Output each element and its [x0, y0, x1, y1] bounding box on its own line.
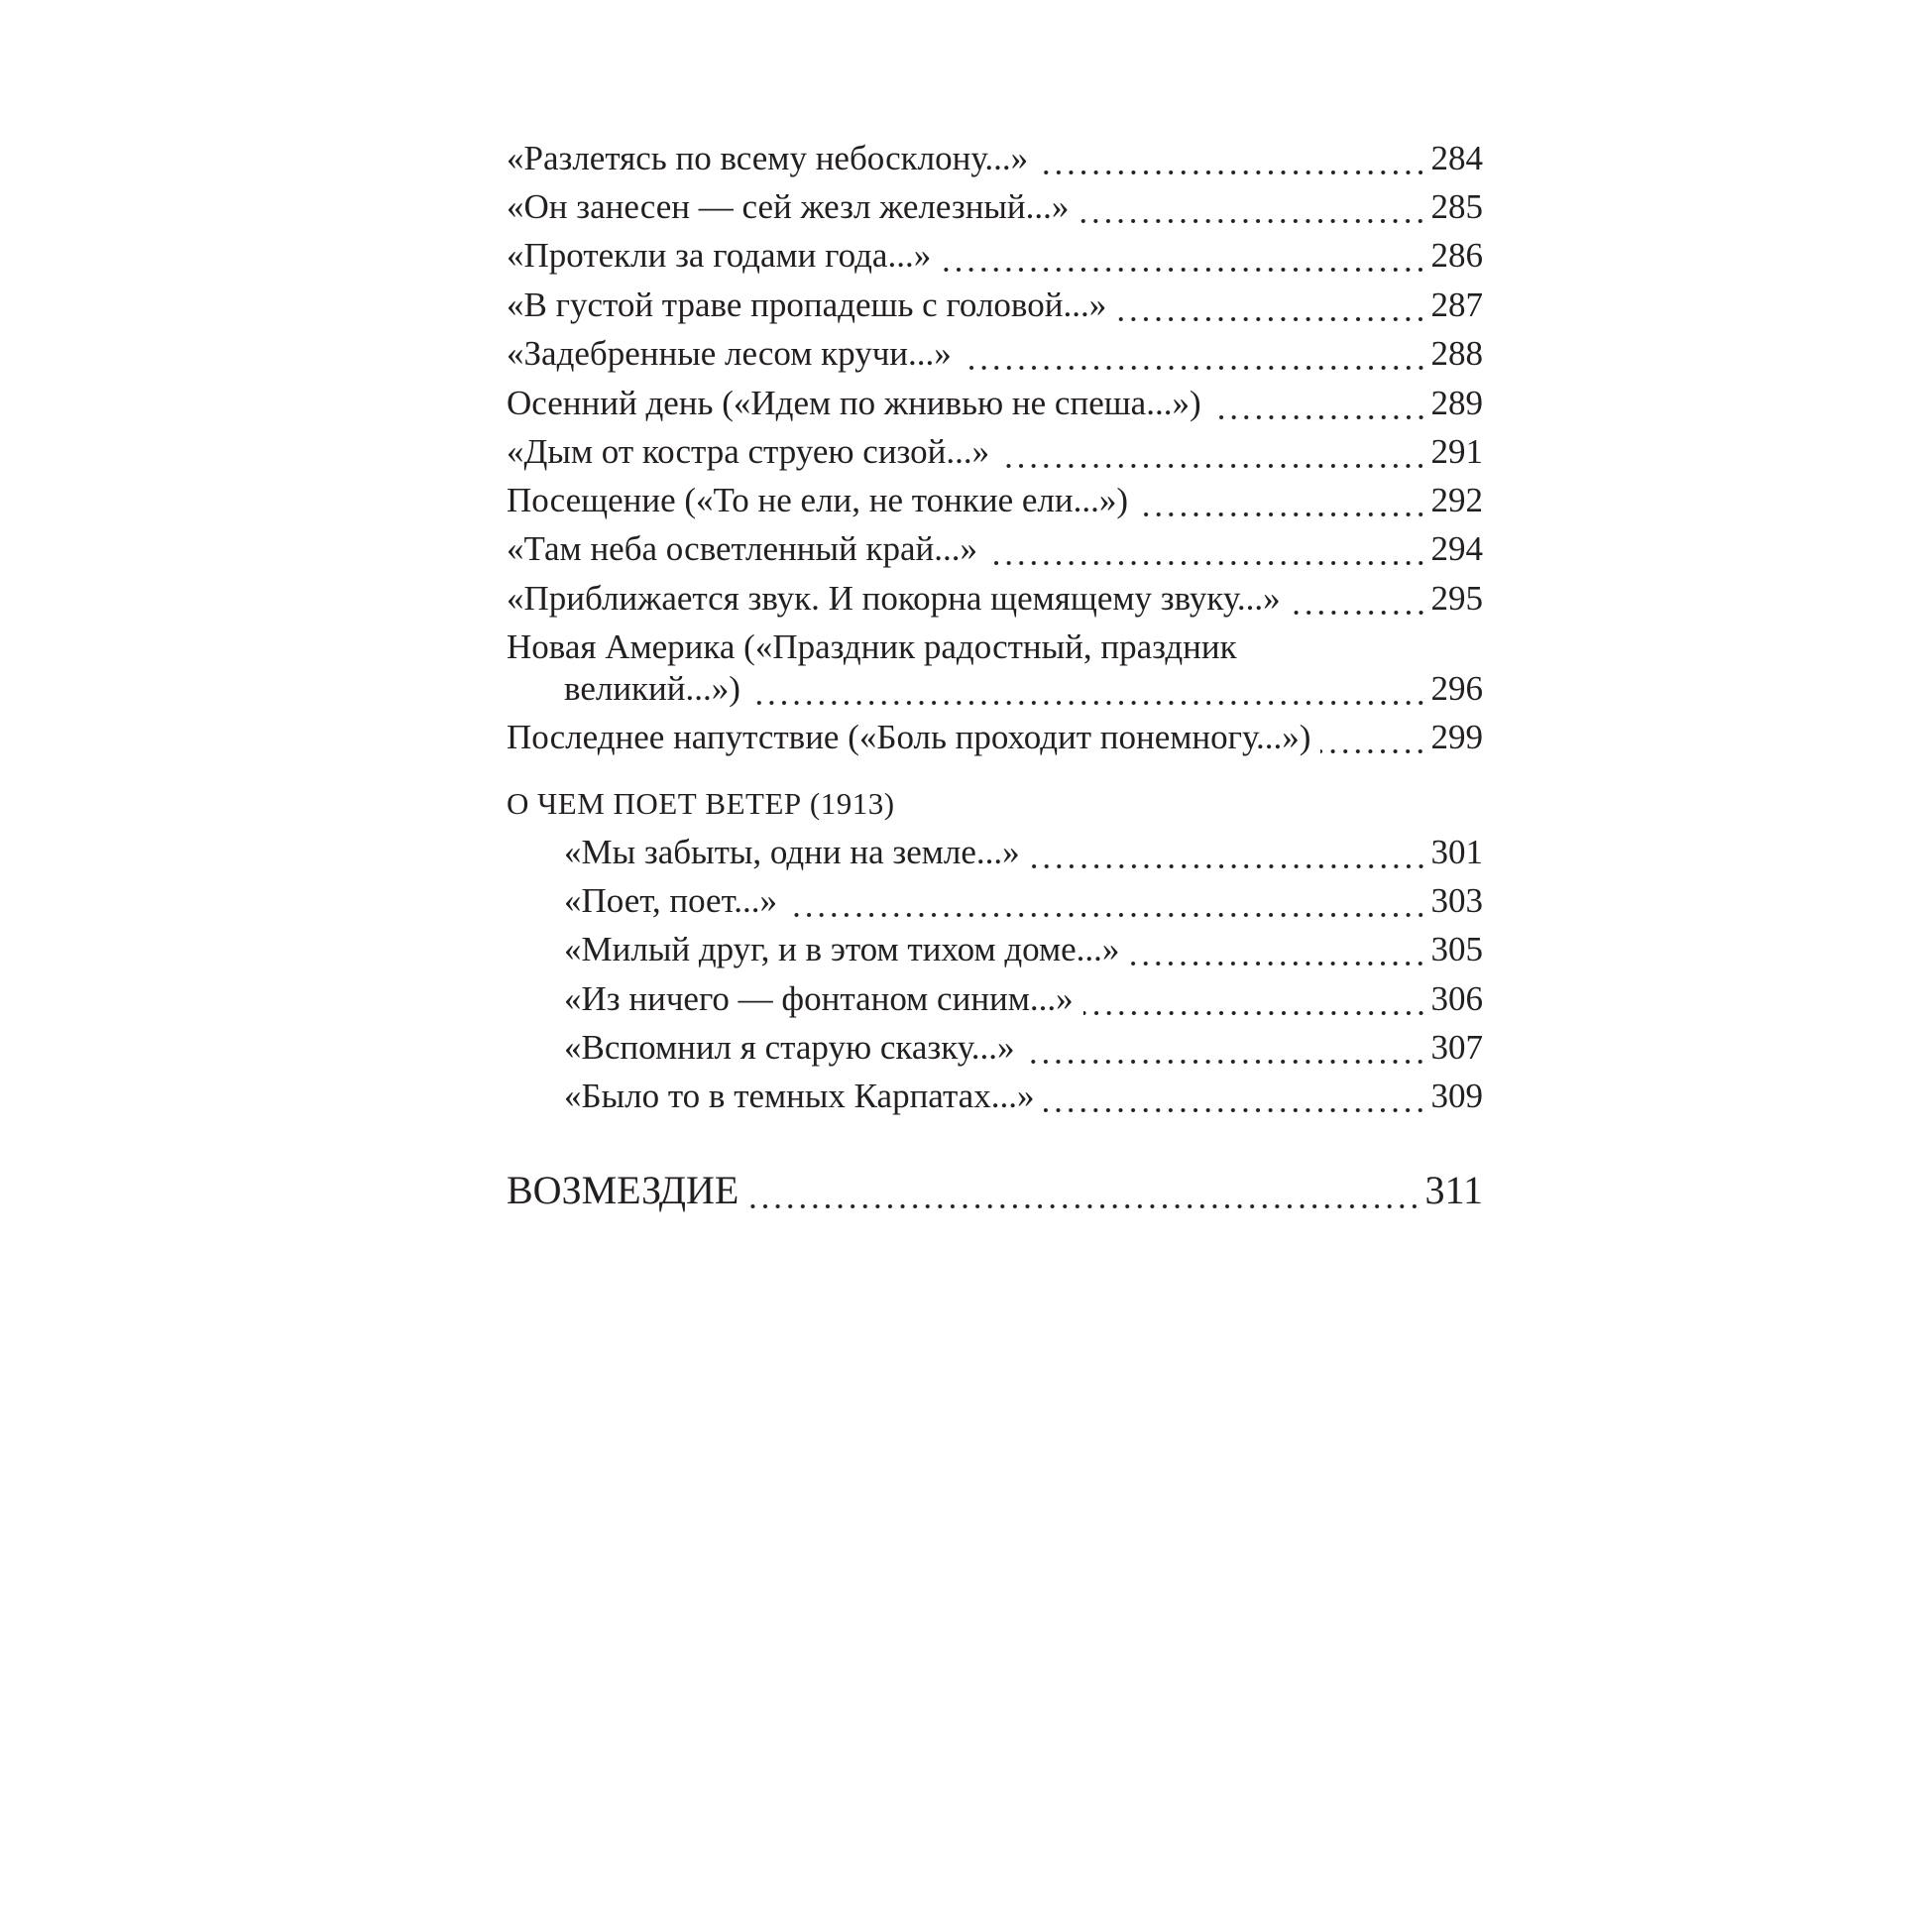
dot-leader: [1211, 381, 1427, 426]
toc-entry: [507, 715, 1483, 760]
dot-leader: [1083, 976, 1427, 1022]
entry-page: 295: [1430, 579, 1483, 618]
dot-leader: [787, 878, 1426, 924]
entry-title: «Дым от костра струею сизой...»: [507, 432, 990, 471]
entry-title: «Было то в темных Карпатах...»: [564, 1077, 1035, 1115]
entry-page: 303: [1430, 881, 1483, 920]
entry-page: 284: [1430, 139, 1483, 177]
toc-entry: [507, 478, 1483, 523]
toc-entry-major: [507, 1165, 1483, 1216]
section-heading: О ЧЕМ ПОЕТ ВЕТЕР (1913): [507, 786, 895, 821]
dot-leader: [999, 429, 1426, 475]
entry-title: «Вспомнил я старую сказку...»: [564, 1028, 1015, 1067]
entry-title: «В густой траве пропадешь с головой...»: [507, 285, 1107, 324]
dot-leader: [1038, 136, 1426, 181]
entry-title: «Милый друг, и в этом тихом доме...»: [564, 930, 1120, 968]
dot-leader: [941, 233, 1426, 279]
entry-page: 294: [1430, 529, 1483, 568]
toc-entry: [507, 184, 1483, 230]
entry-page: 301: [1430, 833, 1483, 871]
dot-leader: [987, 526, 1427, 572]
entry-title: «Мы забыты, одни на земле...»: [564, 833, 1020, 871]
entry-title: «Протекли за годами года...»: [507, 236, 932, 275]
toc-entry: [507, 526, 1483, 572]
toc-entry: [564, 927, 1483, 972]
entry-title: Посещение («То не ели, не тонкие ели...»): [507, 481, 1129, 519]
dot-leader: [1291, 576, 1427, 622]
toc-entry: [507, 136, 1483, 181]
dot-leader: [1320, 715, 1426, 760]
entry-page: 285: [1430, 187, 1483, 226]
entry-title: «Из ничего — фонтаном синим...»: [564, 979, 1074, 1018]
toc-entry: [564, 830, 1483, 875]
entry-page: 307: [1430, 1028, 1483, 1067]
toc-entry: [507, 576, 1483, 622]
entry-title: «Там неба осветленный край...»: [507, 529, 977, 568]
dot-leader: [962, 331, 1427, 377]
dot-leader: [1024, 1025, 1426, 1071]
entry-title: «Приближается звук. И покорна щемящему звуку...»: [507, 579, 1281, 618]
entry-title: «Он занесен — сей жезл железный...»: [507, 187, 1070, 226]
entry-page: 306: [1430, 979, 1483, 1018]
dot-leader: [1044, 1074, 1426, 1119]
toc-entry: [564, 878, 1483, 924]
toc-entry: [564, 1025, 1483, 1071]
dot-leader: [1116, 283, 1426, 328]
entry-title: Новая Америка («Праздник радостный, праздник: [507, 627, 1237, 666]
toc-entry: [507, 233, 1483, 279]
dot-leader: [748, 1165, 1421, 1216]
entry-title: «Задебренные лесом кручи...»: [507, 334, 952, 373]
entry-page: 289: [1430, 384, 1483, 422]
entry-page: 305: [1430, 930, 1483, 968]
toc-entry: [507, 331, 1483, 377]
toc-entry: [507, 429, 1483, 475]
entry-title: Последнее напутствие («Боль проходит понемногу...»): [507, 718, 1311, 756]
toc-entry: [507, 381, 1483, 426]
entry-page: 291: [1430, 432, 1483, 471]
entry-title: «Разлетясь по всему небосклону...»: [507, 139, 1029, 177]
entry-page: 286: [1430, 236, 1483, 275]
entry-page: 296: [1430, 669, 1483, 708]
entry-page: 311: [1424, 1168, 1483, 1212]
entry-page: 288: [1430, 334, 1483, 373]
entry-title: ВОЗМЕЗДИЕ: [507, 1168, 739, 1212]
toc-entry: [564, 666, 1483, 712]
dot-leader: [1138, 478, 1426, 523]
entry-page: 292: [1430, 481, 1483, 519]
dot-leader: [750, 666, 1427, 712]
entry-title: «Поет, поет...»: [564, 881, 778, 920]
dot-leader: [1030, 830, 1427, 875]
toc-entry: [564, 976, 1483, 1022]
entry-page: 309: [1430, 1077, 1483, 1115]
entry-title: Осенний день («Идем по жнивью не спеша...»): [507, 384, 1201, 422]
dot-leader: [1129, 927, 1426, 972]
toc-entry: [507, 283, 1483, 328]
dot-leader: [1079, 184, 1426, 230]
entry-title-continuation: великий...»): [564, 669, 740, 708]
toc-entry: [564, 1074, 1483, 1119]
entry-page: 299: [1430, 718, 1483, 756]
entry-page: 287: [1430, 285, 1483, 324]
